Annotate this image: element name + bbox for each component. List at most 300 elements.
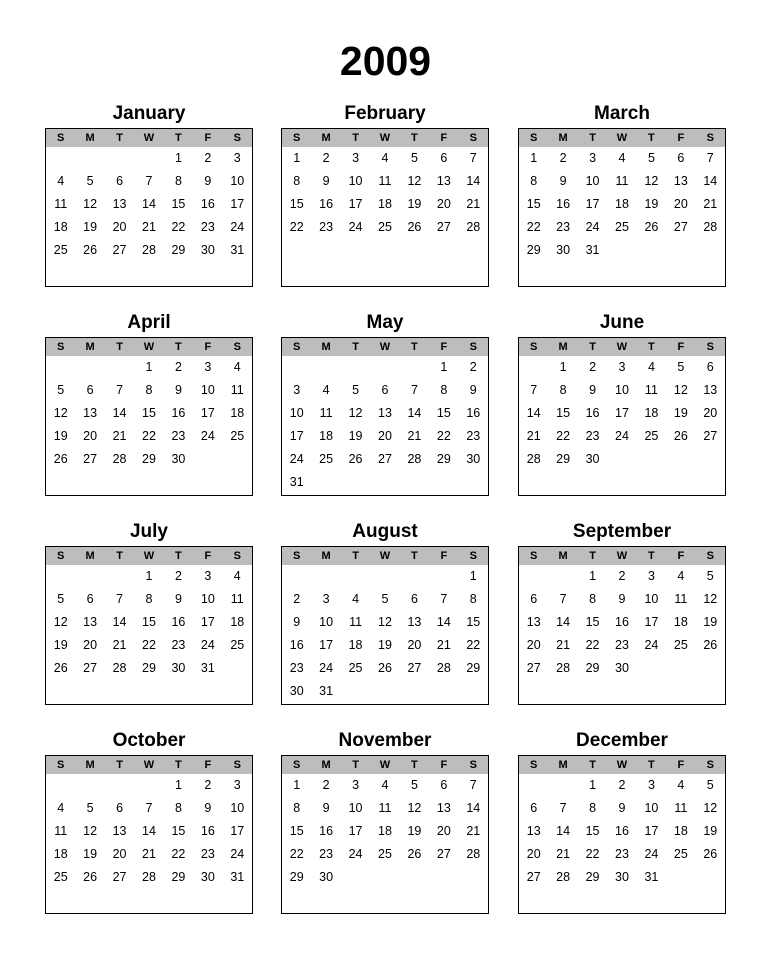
day-cell: 29 xyxy=(142,452,156,466)
day-cell: 17 xyxy=(200,406,215,420)
weekday-label: M xyxy=(558,341,568,353)
day-cell: 24 xyxy=(644,638,659,652)
day-cell: 9 xyxy=(174,383,182,397)
weekday-label: W xyxy=(379,759,391,771)
day-cell: 27 xyxy=(526,870,541,884)
weekday-label: T xyxy=(116,550,123,562)
empty-day-cell xyxy=(75,776,104,799)
day-cell: 10 xyxy=(585,174,600,188)
weekday-label: S xyxy=(293,132,301,144)
month-may xyxy=(281,309,489,496)
day-cell: 2 xyxy=(322,151,330,165)
day-cell: 14 xyxy=(466,174,481,188)
weekday-header xyxy=(519,547,725,565)
day-cell: 30 xyxy=(585,452,600,466)
day-cell: 2 xyxy=(204,778,212,792)
weekday-header xyxy=(46,129,252,147)
day-cell: 19 xyxy=(407,824,422,838)
day-cell: 3 xyxy=(322,592,330,606)
day-cell: 9 xyxy=(204,174,212,188)
day-cell: 30 xyxy=(200,870,215,884)
day-cell: 11 xyxy=(54,197,68,211)
day-cell: 30 xyxy=(319,870,334,884)
weekday-label: F xyxy=(440,759,448,771)
weekday-header xyxy=(282,547,488,565)
day-cell: 18 xyxy=(319,429,334,443)
day-cell: 10 xyxy=(644,801,659,815)
weekday-label: F xyxy=(204,759,212,771)
day-cell: 30 xyxy=(171,661,186,675)
weekday-label: S xyxy=(293,341,301,353)
month-name: December xyxy=(576,730,668,751)
day-cell: 2 xyxy=(293,592,301,606)
day-cell: 18 xyxy=(53,847,68,861)
weekday-label: W xyxy=(379,132,391,144)
empty-day-cell xyxy=(46,567,75,590)
month-march xyxy=(518,100,726,287)
day-cell: 13 xyxy=(436,801,451,815)
day-cell: 6 xyxy=(381,383,389,397)
day-grid xyxy=(282,356,488,496)
day-cell: 20 xyxy=(112,847,127,861)
day-cell: 17 xyxy=(230,197,245,211)
day-grid xyxy=(282,147,488,241)
empty-day-cell xyxy=(134,149,163,172)
day-cell: 3 xyxy=(293,383,301,397)
month-name: March xyxy=(594,103,650,124)
day-cell: 5 xyxy=(410,151,418,165)
day-cell: 21 xyxy=(466,824,481,838)
day-cell: 5 xyxy=(57,383,65,397)
day-cell: 15 xyxy=(171,824,186,838)
empty-day-cell xyxy=(282,567,311,590)
weekday-label: W xyxy=(379,550,391,562)
day-cell: 25 xyxy=(673,638,688,652)
day-cell: 4 xyxy=(381,778,389,792)
month-september xyxy=(518,518,726,705)
day-cell: 1 xyxy=(293,151,301,165)
day-cell: 2 xyxy=(589,360,597,374)
day-cell: 21 xyxy=(436,638,451,652)
day-cell: 6 xyxy=(706,360,714,374)
day-grid xyxy=(519,147,725,264)
day-cell: 11 xyxy=(644,383,658,397)
day-cell: 19 xyxy=(348,429,363,443)
weekday-header xyxy=(282,756,488,774)
day-cell: 30 xyxy=(466,452,481,466)
day-cell: 19 xyxy=(53,429,68,443)
day-cell: 30 xyxy=(615,870,629,884)
day-cell: 13 xyxy=(83,615,98,629)
day-cell: 14 xyxy=(526,406,541,420)
empty-day-cell xyxy=(75,567,104,590)
day-cell: 21 xyxy=(556,847,571,861)
day-cell: 3 xyxy=(204,569,212,583)
weekday-label: W xyxy=(616,341,628,353)
day-cell: 1 xyxy=(145,569,153,583)
day-cell: 2 xyxy=(618,778,626,792)
day-cell: 25 xyxy=(378,220,392,234)
weekday-header xyxy=(519,338,725,356)
day-cell: 28 xyxy=(436,661,451,675)
weekday-label: F xyxy=(677,341,685,353)
weekday-label: S xyxy=(233,550,241,562)
day-cell: 26 xyxy=(407,220,422,234)
day-cell: 11 xyxy=(378,174,392,188)
day-cell: 21 xyxy=(556,638,571,652)
day-cell: 11 xyxy=(230,592,244,606)
weekday-label: T xyxy=(116,341,123,353)
day-cell: 25 xyxy=(348,661,363,675)
day-cell: 5 xyxy=(57,592,65,606)
day-cell: 9 xyxy=(204,801,212,815)
day-cell: 16 xyxy=(200,824,215,838)
day-cell: 27 xyxy=(112,243,127,257)
day-cell: 20 xyxy=(526,847,541,861)
weekday-label: F xyxy=(204,132,212,144)
day-cell: 6 xyxy=(116,174,124,188)
day-cell: 19 xyxy=(703,615,718,629)
month-january xyxy=(45,100,253,287)
day-cell: 12 xyxy=(407,801,422,815)
day-cell: 31 xyxy=(644,870,659,884)
day-cell: 4 xyxy=(322,383,330,397)
weekday-label: T xyxy=(352,550,359,562)
day-cell: 3 xyxy=(352,778,360,792)
day-cell: 20 xyxy=(673,197,688,211)
day-cell: 24 xyxy=(200,638,215,652)
weekday-label: T xyxy=(648,132,655,144)
month-grid xyxy=(518,128,726,287)
day-cell: 8 xyxy=(145,592,153,606)
day-cell: 6 xyxy=(86,592,94,606)
day-cell: 20 xyxy=(112,220,127,234)
day-cell: 19 xyxy=(83,847,98,861)
day-cell: 10 xyxy=(644,592,659,606)
day-cell: 3 xyxy=(204,360,212,374)
day-cell: 2 xyxy=(322,778,330,792)
day-cell: 27 xyxy=(83,661,98,675)
day-cell: 13 xyxy=(378,406,392,420)
day-cell: 16 xyxy=(615,615,629,629)
empty-day-cell xyxy=(105,776,134,799)
day-cell: 17 xyxy=(348,824,363,838)
weekday-label: F xyxy=(677,132,685,144)
day-cell: 26 xyxy=(53,661,68,675)
day-cell: 19 xyxy=(644,197,659,211)
day-cell: 5 xyxy=(677,360,685,374)
day-cell: 1 xyxy=(174,151,182,165)
day-cell: 17 xyxy=(200,615,215,629)
day-cell: 6 xyxy=(677,151,685,165)
day-cell: 29 xyxy=(436,452,451,466)
empty-day-cell xyxy=(134,776,163,799)
day-cell: 26 xyxy=(83,243,98,257)
day-cell: 17 xyxy=(644,615,659,629)
day-cell: 31 xyxy=(289,475,304,489)
day-cell: 26 xyxy=(644,220,659,234)
weekday-label: W xyxy=(616,550,628,562)
day-cell: 2 xyxy=(174,360,182,374)
weekday-label: F xyxy=(677,759,685,771)
weekday-label: T xyxy=(116,759,123,771)
day-cell: 12 xyxy=(673,383,688,397)
weekday-label: T xyxy=(411,341,418,353)
day-cell: 28 xyxy=(407,452,422,466)
weekday-label: S xyxy=(469,759,477,771)
day-cell: 1 xyxy=(174,778,182,792)
day-cell: 24 xyxy=(230,220,245,234)
day-cell: 8 xyxy=(469,592,477,606)
day-cell: 28 xyxy=(556,870,571,884)
weekday-label: F xyxy=(677,550,685,562)
day-cell: 5 xyxy=(647,151,655,165)
weekday-header xyxy=(519,756,725,774)
month-grid xyxy=(45,128,253,287)
day-cell: 13 xyxy=(703,383,718,397)
day-cell: 17 xyxy=(615,406,629,420)
day-cell: 9 xyxy=(559,174,567,188)
day-cell: 9 xyxy=(589,383,597,397)
day-cell: 22 xyxy=(526,220,541,234)
day-cell: 27 xyxy=(407,661,422,675)
day-cell: 23 xyxy=(585,429,600,443)
day-cell: 16 xyxy=(289,638,304,652)
day-cell: 25 xyxy=(378,847,392,861)
day-cell: 14 xyxy=(556,824,571,838)
weekday-label: S xyxy=(706,132,714,144)
day-cell: 23 xyxy=(171,429,186,443)
weekday-label: M xyxy=(321,550,331,562)
day-cell: 1 xyxy=(589,778,597,792)
day-cell: 11 xyxy=(674,592,688,606)
day-cell: 8 xyxy=(559,383,567,397)
day-cell: 31 xyxy=(585,243,600,257)
month-name: November xyxy=(338,730,432,751)
weekday-label: S xyxy=(530,550,538,562)
weekday-label: S xyxy=(706,759,714,771)
day-cell: 22 xyxy=(585,847,600,861)
day-grid xyxy=(46,774,252,891)
day-cell: 30 xyxy=(200,243,215,257)
day-cell: 5 xyxy=(86,801,94,815)
weekday-label: S xyxy=(233,759,241,771)
day-cell: 19 xyxy=(407,197,422,211)
month-grid xyxy=(518,755,726,914)
weekday-label: S xyxy=(469,550,477,562)
day-cell: 13 xyxy=(436,174,451,188)
month-grid xyxy=(518,337,726,496)
empty-day-cell xyxy=(46,149,75,172)
day-cell: 24 xyxy=(348,220,363,234)
day-cell: 10 xyxy=(615,383,629,397)
day-cell: 29 xyxy=(289,870,304,884)
weekday-label: M xyxy=(558,759,568,771)
day-cell: 16 xyxy=(615,824,629,838)
month-name: October xyxy=(112,730,186,751)
month-grid xyxy=(281,128,489,287)
weekday-label: W xyxy=(143,550,155,562)
day-cell: 1 xyxy=(559,360,567,374)
day-cell: 18 xyxy=(230,615,245,629)
day-cell: 24 xyxy=(348,847,363,861)
month-name: July xyxy=(129,521,169,542)
empty-day-cell xyxy=(370,358,399,381)
weekday-label: T xyxy=(411,132,418,144)
month-grid xyxy=(518,546,726,705)
day-cell: 5 xyxy=(706,569,714,583)
day-cell: 12 xyxy=(83,197,98,211)
day-cell: 15 xyxy=(585,615,600,629)
month-name: February xyxy=(344,103,426,124)
month-name: January xyxy=(112,103,186,124)
day-cell: 10 xyxy=(200,592,215,606)
month-name: April xyxy=(127,312,171,333)
day-cell: 26 xyxy=(407,847,422,861)
empty-day-cell xyxy=(105,358,134,381)
day-cell: 2 xyxy=(204,151,212,165)
day-grid xyxy=(282,774,488,891)
day-cell: 14 xyxy=(466,801,481,815)
day-cell: 18 xyxy=(378,197,392,211)
day-cell: 21 xyxy=(526,429,541,443)
day-grid xyxy=(519,356,725,473)
weekday-label: S xyxy=(293,759,301,771)
day-cell: 31 xyxy=(230,243,245,257)
day-cell: 18 xyxy=(644,406,659,420)
day-cell: 22 xyxy=(171,220,186,234)
day-cell: 9 xyxy=(322,174,330,188)
day-cell: 25 xyxy=(673,847,688,861)
day-cell: 9 xyxy=(618,592,626,606)
empty-day-cell xyxy=(519,776,548,799)
day-cell: 20 xyxy=(436,197,451,211)
day-cell: 19 xyxy=(703,824,718,838)
weekday-label: T xyxy=(648,759,655,771)
weekday-label: W xyxy=(616,132,628,144)
day-cell: 23 xyxy=(289,661,304,675)
day-cell: 4 xyxy=(57,174,65,188)
day-cell: 20 xyxy=(407,638,422,652)
day-cell: 26 xyxy=(378,661,392,675)
day-cell: 24 xyxy=(200,429,215,443)
day-cell: 22 xyxy=(585,638,600,652)
month-name: May xyxy=(366,312,404,333)
day-cell: 27 xyxy=(436,847,451,861)
weekday-label: S xyxy=(530,341,538,353)
day-cell: 4 xyxy=(677,569,685,583)
day-cell: 16 xyxy=(171,615,186,629)
day-cell: 5 xyxy=(706,778,714,792)
empty-day-cell xyxy=(75,149,104,172)
day-cell: 12 xyxy=(703,801,718,815)
day-cell: 15 xyxy=(466,615,481,629)
empty-day-cell xyxy=(311,358,340,381)
day-cell: 7 xyxy=(469,151,477,165)
weekday-label: T xyxy=(116,132,123,144)
month-february xyxy=(281,100,489,287)
day-cell: 27 xyxy=(378,452,392,466)
day-cell: 7 xyxy=(559,801,567,815)
day-cell: 25 xyxy=(615,220,629,234)
day-cell: 21 xyxy=(703,197,718,211)
weekday-label: M xyxy=(85,550,95,562)
day-cell: 22 xyxy=(556,429,571,443)
day-cell: 10 xyxy=(200,383,215,397)
weekday-label: T xyxy=(589,341,596,353)
day-cell: 12 xyxy=(644,174,659,188)
day-cell: 1 xyxy=(530,151,538,165)
day-cell: 7 xyxy=(706,151,714,165)
day-cell: 9 xyxy=(618,801,626,815)
day-cell: 27 xyxy=(673,220,688,234)
weekday-label: S xyxy=(530,759,538,771)
day-cell: 4 xyxy=(618,151,626,165)
day-cell: 22 xyxy=(289,220,304,234)
weekday-label: T xyxy=(411,550,418,562)
day-cell: 3 xyxy=(589,151,597,165)
day-cell: 28 xyxy=(526,452,541,466)
day-cell: 1 xyxy=(469,569,477,583)
empty-day-cell xyxy=(311,567,340,590)
day-cell: 24 xyxy=(644,847,659,861)
day-cell: 22 xyxy=(436,429,451,443)
day-cell: 29 xyxy=(466,661,481,675)
day-cell: 14 xyxy=(703,174,718,188)
weekday-label: S xyxy=(706,550,714,562)
day-cell: 18 xyxy=(53,220,68,234)
weekday-label: F xyxy=(440,341,448,353)
day-cell: 13 xyxy=(407,615,422,629)
weekday-label: S xyxy=(57,759,65,771)
month-december xyxy=(518,727,726,914)
weekday-label: S xyxy=(57,341,65,353)
weekday-label: T xyxy=(352,341,359,353)
day-cell: 28 xyxy=(112,661,127,675)
day-grid xyxy=(519,774,725,891)
day-cell: 14 xyxy=(142,824,156,838)
day-cell: 11 xyxy=(674,801,688,815)
day-cell: 11 xyxy=(54,824,68,838)
day-cell: 26 xyxy=(703,638,718,652)
day-cell: 15 xyxy=(585,824,600,838)
day-cell: 21 xyxy=(142,847,156,861)
empty-day-cell xyxy=(282,358,311,381)
day-cell: 5 xyxy=(86,174,94,188)
day-cell: 7 xyxy=(145,801,153,815)
day-cell: 16 xyxy=(319,197,334,211)
day-cell: 8 xyxy=(293,174,301,188)
weekday-label: S xyxy=(233,341,241,353)
day-cell: 16 xyxy=(319,824,334,838)
month-grid xyxy=(281,755,489,914)
day-cell: 11 xyxy=(349,615,363,629)
day-cell: 6 xyxy=(530,801,538,815)
weekday-label: S xyxy=(530,132,538,144)
weekday-header xyxy=(282,338,488,356)
day-cell: 23 xyxy=(171,638,186,652)
weekday-label: W xyxy=(379,341,391,353)
day-cell: 20 xyxy=(526,638,541,652)
weekday-label: W xyxy=(143,132,155,144)
empty-day-cell xyxy=(519,567,548,590)
day-cell: 18 xyxy=(230,406,245,420)
day-cell: 20 xyxy=(83,429,98,443)
day-cell: 23 xyxy=(466,429,481,443)
day-cell: 30 xyxy=(289,684,304,698)
day-cell: 2 xyxy=(618,569,626,583)
day-cell: 9 xyxy=(293,615,301,629)
